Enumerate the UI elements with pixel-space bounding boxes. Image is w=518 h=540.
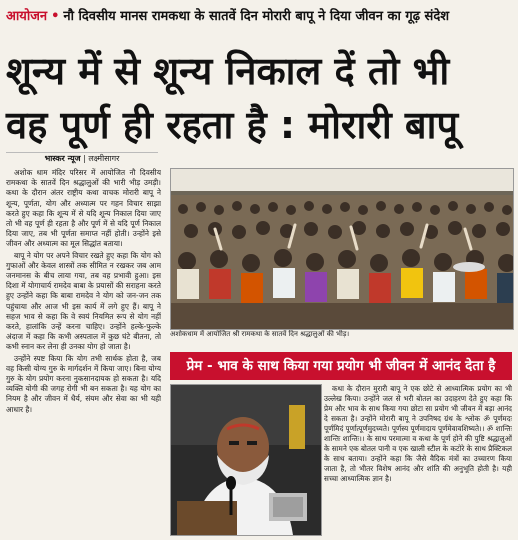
crowd-photo <box>170 168 514 330</box>
headline-line-2: वह पूर्ण ही रहता है : मोरारी बापू <box>6 103 459 147</box>
article-paragraph: बापू ने योग पर अपने विचार रखते हुए कहा कि योग को गुफाओं और केवल शास्त्रों तक सीमित न रखकर जब आम जनमानस के बीच लाया गया, तब वह प्रभावी हुआ। इस दिशा में योगाचार्य रामदेव बाबा के प्रयासों की सराहना करते हुए उन्होंने कहा कि बाबा रामदेव ने योग को जन-जन तक पहुंचाया और आज भी इस कार्य में लगे हुए हैं। बापू ने सहज भाव से कहा कि वे स्वयं नियमित रूप से योग नहीं करते, हालांकि उन्हें करना चाहिए। उन्होंने हल्के-फुल्के अंदाज में कहा कि कभी अस्पताल में कुछ घंटे बीतना, तो कभी स्नान कर लेना ही उनका योग हो जाता है। <box>6 250 161 352</box>
kicker-lead: नौ दिवसीय मानस रामकथा के सातवें दिन मोरारी बापू ने दिया जीवन का गूढ़ संदेश <box>63 9 450 24</box>
byline-place: लक्ष्मीसागर <box>88 154 120 163</box>
article-paragraph: उन्होंने स्पष्ट किया कि योग तभी सार्थक होता है, जब वह किसी योग्य गुरु के मार्गदर्शन में किया जाए। बिना योग्य गुरु के योग प्रयोग करना नुकसानदायक हो सकता है। यदि व्यक्ति योगी की जगह रोगी भी बन सकता है। यह योग का नियम है और जीवन में धैर्य, संयम और सेवा का भी यही आधार है। <box>6 353 161 414</box>
speaker-photo-illustration <box>171 385 321 535</box>
speaker-photo <box>170 384 322 536</box>
article-paragraph: कथा के दौरान मुरारी बापू ने एक छोटे से आध्यात्मिक प्रयोग का भी उल्लेख किया। उन्होंने जल से भरी बोतल का उदाहरण देते हुए कहा कि प्रेम और भाव के साथ किया गया छोटा सा प्रयोग भी जीवन में बड़ा आनंद दे सकता है। उन्होंने मोरारी बापू ने उपनिषद ग्रंथ के श्लोक ॐ पूर्णमदः पूर्णमिदं पूर्णात्पूर्णमुदच्यते। पूर्णस्य पूर्णमादाय पूर्णमेवावशिष्यते।। ॐ शान्तिः शान्तिः शान्तिः।। के साथ परमात्मा व कथा के पूर्ण होने की पुष्टि श्रद्धालुओं के सामने एक बोतल पानी व एक खाली स्टील के कटोरे के साथ प्रैक्टिकल के साथ बताया। उन्होंने कहा कि जैसे वैदिक मंत्रों का उच्चारण किया जाता है, तो भीतर विशेष आनंद और शांति की अनुभूति होती है। यही सच्चा आध्यात्मिक ज्ञान है। <box>324 384 512 483</box>
article-column-2 <box>324 384 512 534</box>
headline-line-1: शून्य में से शून्य निकाल दें तो भी <box>6 49 450 93</box>
article-column-1 <box>6 168 161 534</box>
byline-source: भास्कर न्यूज <box>44 154 81 163</box>
section-banner: प्रेम - भाव के साथ किया गया प्रयोग भी जीवन में आनंद देता है <box>170 352 512 380</box>
kicker-tag: आयोजन <box>6 9 48 24</box>
byline: भास्कर न्यूज | लक्ष्मीसागर <box>6 152 158 169</box>
crowd-photo-illustration <box>171 169 513 329</box>
kicker-bullet: • <box>51 9 60 24</box>
article-paragraph: अशोक धाम मंदिर परिसर में आयोजित नौ दिवसीय रामकथा के सातवें दिन श्रद्धालुओं की भारी भीड़ उमड़ी। कथा के दौरान अंतर राष्ट्रीय कथा वाचक मोरारी बापू ने शून्य, पूर्णता, योग और अध्यात्म पर गहन विचार साझा करते हुए कहा कि शून्य में से यदि शून्य निकाल दिया जाए तो भी वह पूर्ण ही रहता है और पूर्ण में से यदि पूर्ण निकाल दिया जाए, तब भी पूर्णता समाप्त नहीं होती। उन्होंने इसे जीवन और अध्यात्म का मूल सिद्धांत बताया। <box>6 168 161 249</box>
kicker-line <box>6 4 512 30</box>
crowd-photo-caption: अशोकधाम में आयोजित श्री रामकथा के सातवें दिन श्रद्धालुओं की भीड़। <box>170 330 350 338</box>
